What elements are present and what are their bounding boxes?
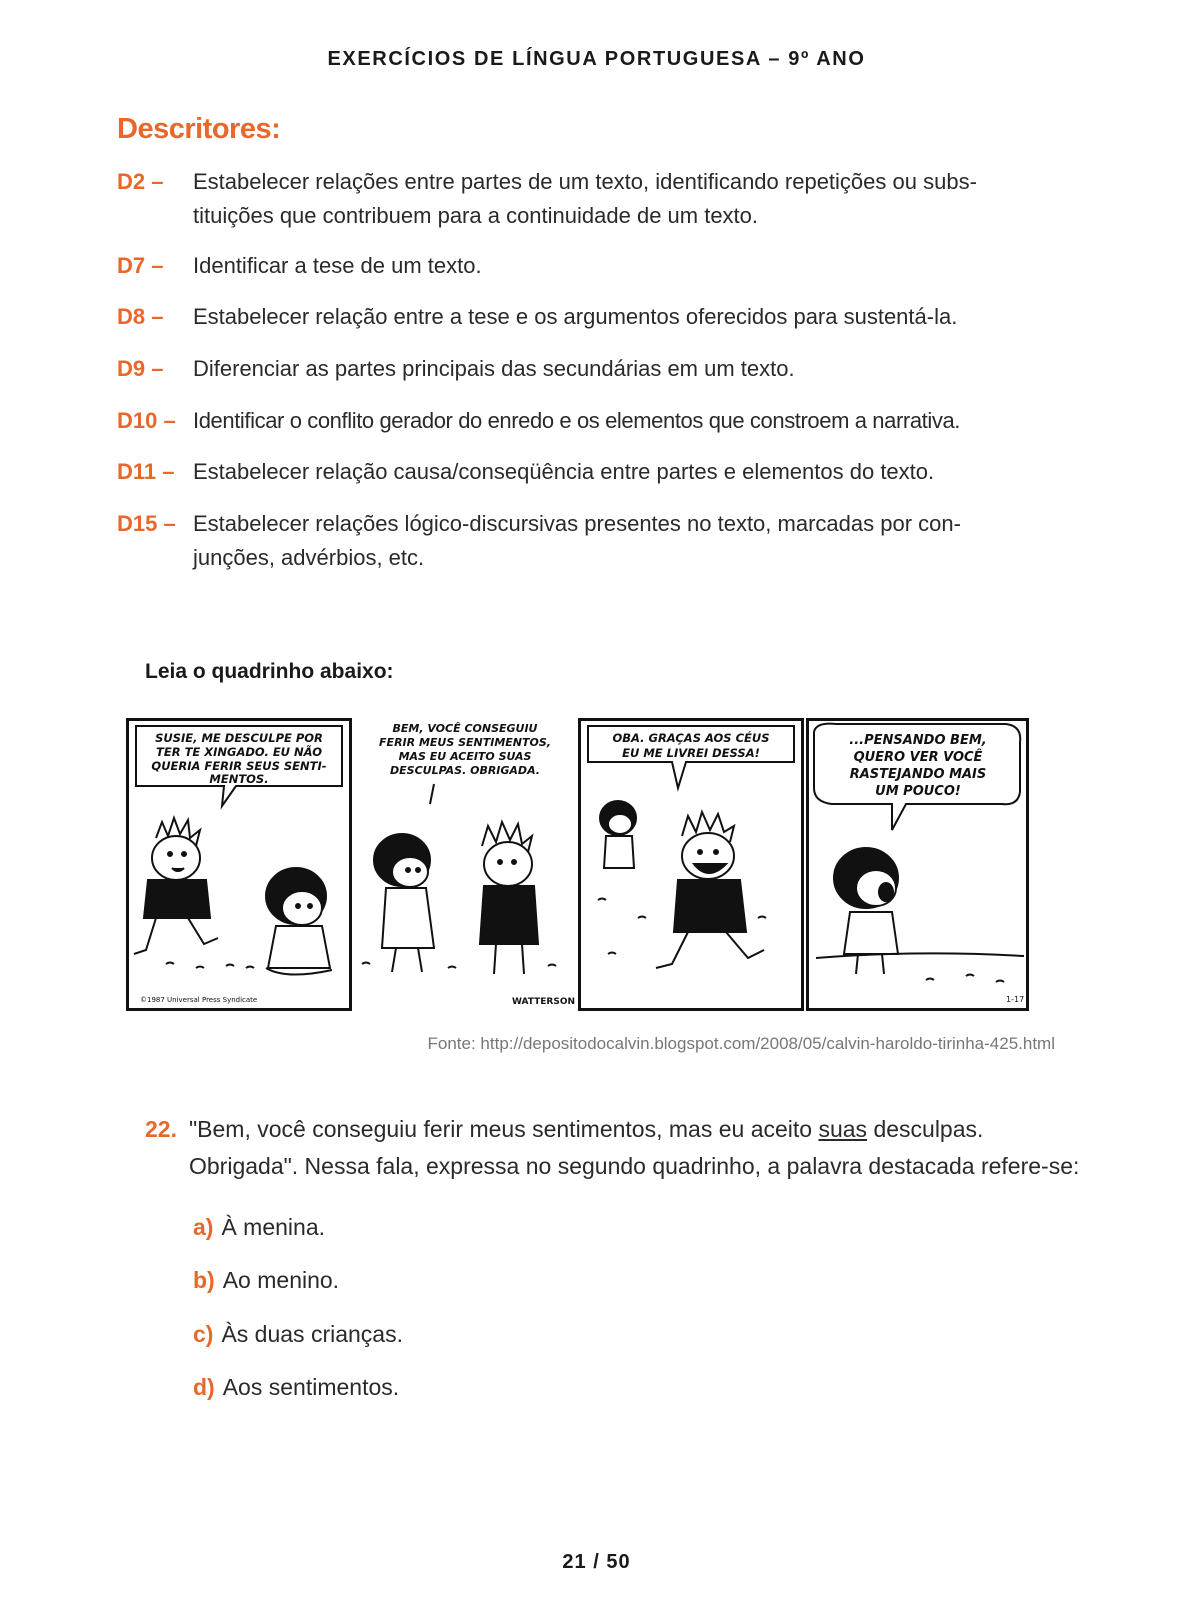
descriptor-item	[117, 455, 1077, 489]
answer-option-a[interactable]	[193, 1214, 325, 1241]
comic-lead: Leia o quadrinho abaixo:	[145, 660, 394, 683]
bubble-line: MAS EU ACEITO SUAS	[398, 750, 532, 763]
question-22	[145, 1111, 1085, 1185]
question-number: 22.	[145, 1116, 177, 1142]
answer-option-b[interactable]	[193, 1267, 339, 1294]
strip-date: 1-17	[1006, 995, 1025, 1004]
bubble-line: DESCULPAS. OBRIGADA.	[390, 764, 540, 777]
descriptor-code: D7 –	[117, 253, 164, 278]
bubble-line: BEM, VOCÊ CONSEGUIU	[392, 722, 538, 735]
option-text: Às duas crianças.	[221, 1321, 403, 1347]
bubble-line: QUERO VER VOCÊ	[853, 750, 983, 765]
descriptor-code: D15 –	[117, 511, 176, 536]
option-letter: b)	[193, 1267, 215, 1293]
copyright-note: ©1987 Universal Press Syndicate	[140, 996, 258, 1004]
highlighted-word: suas	[818, 1116, 868, 1142]
comic-panel-3	[578, 718, 804, 1011]
artist-signature: WATTERSON	[512, 997, 576, 1007]
bubble-line: UM POUCO!	[875, 784, 961, 799]
descriptor-code: D11 –	[117, 459, 175, 484]
descriptor-text-cont: junções, advérbios, etc.	[193, 545, 425, 570]
descriptor-code: D8 –	[117, 304, 164, 329]
option-letter: d)	[193, 1374, 215, 1400]
descriptor-item	[117, 249, 1077, 283]
comic-panel-1	[126, 718, 352, 1011]
bubble-line: ...PENSANDO BEM,	[849, 733, 987, 748]
bubble-line: FERIR MEUS SENTIMENTOS,	[379, 736, 551, 749]
descriptor-text: Estabelecer relações lógico-discursivas presentes no texto, marcadas por con-	[193, 511, 961, 536]
answer-option-d[interactable]	[193, 1374, 399, 1401]
bubble-line: QUERIA FERIR SEUS SENTI-	[151, 759, 327, 773]
question-text-end: desculpas. Obrigada". Nessa fala, expressa no segundo quadrinho, a palavra destacada refere-se:	[189, 1116, 1080, 1179]
answer-option-c[interactable]	[193, 1321, 403, 1348]
descriptor-text: Estabelecer relação causa/conseqüência entre partes e elementos do texto.	[193, 459, 935, 484]
descriptor-text: Diferenciar as partes principais das secundárias em um texto.	[193, 356, 795, 381]
option-text: À menina.	[221, 1214, 326, 1240]
bubble-line: TER TE XINGADO. EU NÃO	[156, 745, 322, 759]
descriptor-code: D2 –	[117, 169, 164, 194]
comic-panel-4	[806, 718, 1058, 1011]
bubble-line: RASTEJANDO MAIS	[849, 767, 987, 782]
descriptor-item	[117, 300, 1077, 334]
bubble-line: SUSIE, ME DESCULPE POR	[155, 731, 323, 745]
bubble-line: OBA. GRAÇAS AOS CÉUS	[612, 731, 770, 745]
descriptor-item	[117, 165, 1077, 233]
descriptor-text: Identificar o conflito gerador do enredo e os elementos que constroem a narrativa.	[193, 408, 960, 433]
bubble-line: MENTOS.	[209, 772, 269, 786]
descriptor-item	[117, 507, 1077, 575]
descriptor-code: D10 –	[117, 408, 176, 433]
descriptor-text: Identificar a tese de um texto.	[193, 253, 482, 278]
descriptor-text: Estabelecer relação entre a tese e os argumentos oferecidos para sustentá-la.	[193, 304, 958, 329]
option-text: Ao menino.	[222, 1267, 340, 1293]
comic-panel-2	[352, 718, 578, 1011]
option-letter: c)	[193, 1321, 214, 1347]
comic-source: Fonte: http://depositodocalvin.blogspot.com/2008/05/calvin-haroldo-tirinha-425.html	[427, 1034, 1055, 1053]
question-text-start: "Bem, você conseguiu ferir meus sentimentos, mas eu aceito	[189, 1116, 819, 1142]
section-title: Descritores:	[117, 113, 281, 145]
page-number: 21 / 50	[562, 1551, 631, 1573]
descriptor-text: Estabelecer relações entre partes de um texto, identificando repetições ou subs-	[193, 169, 977, 194]
option-letter: a)	[193, 1214, 214, 1240]
page-header: EXERCÍCIOS DE LÍNGUA PORTUGUESA – 9º ANO	[327, 48, 866, 70]
descriptor-code: D9 –	[117, 356, 164, 381]
descriptor-item	[117, 352, 1077, 386]
descriptor-text-cont: tituições que contribuem para a continuidade de um texto.	[193, 203, 759, 228]
bubble-line: EU ME LIVREI DESSA!	[622, 746, 760, 760]
question-text	[189, 1111, 1085, 1185]
comic-strip	[126, 718, 1058, 1011]
descriptor-item	[117, 404, 1077, 438]
option-text: Aos sentimentos.	[222, 1374, 400, 1400]
